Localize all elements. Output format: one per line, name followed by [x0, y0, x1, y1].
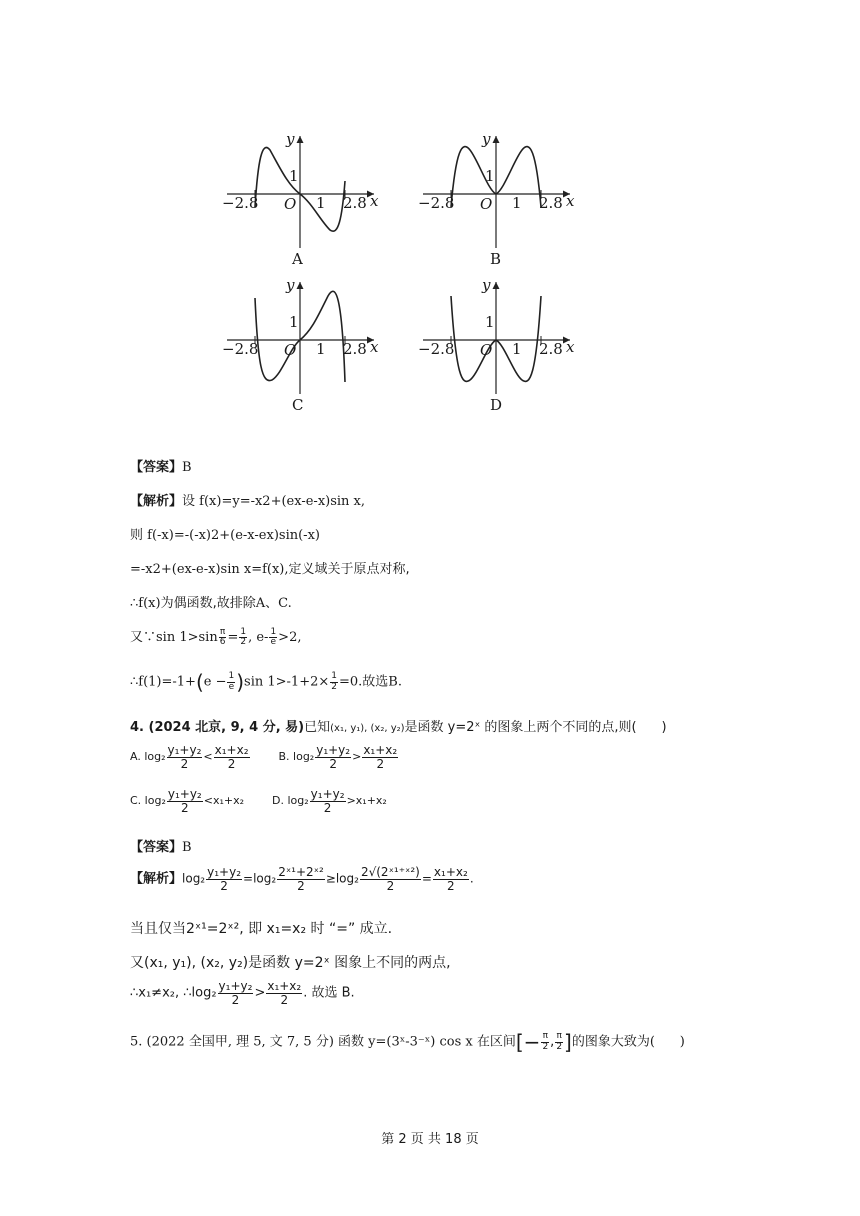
graph-c-plot: [222, 276, 402, 396]
q3-line5-frac2: $\frac{1}{2}$: [240, 626, 247, 647]
q3-line6-paren: e −: [203, 674, 227, 690]
q3-line5-c: >2,: [278, 630, 302, 645]
graph-b-tick-neg: −2.8: [418, 194, 455, 212]
q3-line5-frac3: $\frac{1}{e}$: [270, 626, 277, 647]
q3-analysis-line-4: [130, 592, 292, 611]
q3-analysis-line-2: [130, 524, 320, 543]
q4-analysis-line-3: 又(x₁, y₁), (x₂, y₂)是函数 y=2ˣ 图象上不同的两点,: [130, 955, 451, 971]
q3-line6-a: ∴f(1)=-1+: [130, 674, 196, 690]
graph-a: [222, 130, 402, 250]
q4-option-d: D. log₂ $\frac{\text{y₁+y₂}}{2}$ >x₁+x₂: [272, 787, 387, 815]
q4-option-a: A. log₂ $\frac{\text{y₁+y₂}}{2}$ < $\frac{\text{x₁+x₂}}{2}$: [130, 743, 249, 771]
q3-line4-a: ∴f(x): [130, 596, 161, 611]
q3-line6-frac2: $\frac{1}{2}$: [331, 671, 337, 692]
q3-analysis-line-3: [130, 558, 410, 577]
graph-c-origin: O: [284, 341, 297, 359]
q5-stem: 5. (2022 全国甲, 理 5, 文 7, 5 分) 函数 y=(3ˣ-3⁻ˣ) cos x 在区间[− $\frac{\pi}{2}$ , $\frac{\pi}{2}$ ]的图象大致为( ): [130, 1030, 685, 1054]
q3-line5-b: , e-: [248, 630, 269, 645]
graph-b-y-tick: 1: [485, 167, 495, 185]
q4-answer-tag: 【答案】: [130, 840, 183, 855]
graph-b-caption: B: [490, 250, 502, 268]
q4-answer-value: B: [182, 840, 192, 855]
q3-line3-b: 定义域关于原点对称,: [288, 562, 410, 577]
graph-d-y-label: y: [482, 276, 491, 294]
graph-d-tick-pos: 2.8: [539, 340, 563, 358]
q4-stem-d: ): [661, 720, 667, 735]
graph-a-plot: [222, 130, 402, 250]
graph-a-x-label: x: [370, 192, 379, 210]
graph-c-y-tick: 1: [289, 313, 299, 331]
graph-b-y-label: y: [482, 130, 491, 148]
q3-answer: [130, 456, 192, 475]
graph-b-origin: O: [480, 195, 493, 213]
q4-analysis-line-1: 【解析】log₂ $\frac{\text{y₁+y₂}}{2}$ =log₂ $\frac{\text{2ˣ¹+2ˣ²}}{2}$ ≥log₂ $\frac{\text{2√(2ˣ¹⁺ˣ²)}}{2}$ = $\frac{\text{x₁+x₂}}{2}$ .: [130, 865, 474, 893]
q4-source: 4. (2024 北京, 9, 4 分, 易): [130, 720, 305, 735]
q4-options-row-1: [130, 744, 399, 770]
graph-b-plot: [418, 130, 598, 250]
q4-analysis-tag: 【解析】: [130, 871, 183, 887]
graph-a-caption: A: [292, 250, 303, 268]
graph-d-tick-neg: −2.8: [418, 340, 455, 358]
graph-c-y-label: y: [286, 276, 295, 294]
q3-line4-b: 为偶函数,故排除: [160, 596, 256, 611]
graph-a-y-label: y: [286, 130, 295, 148]
q3-line2-a: 则: [130, 528, 144, 543]
graph-d-y-tick: 1: [485, 313, 495, 331]
graph-a-origin: O: [284, 195, 297, 213]
q3-line5-mid: =: [227, 630, 239, 645]
graph-b: [418, 130, 598, 250]
q4-stem: [130, 716, 667, 735]
q3-line1-a: 设: [182, 494, 196, 509]
q3-line6-b: sin 1>-1+2×: [244, 674, 330, 690]
q3-line5-frac1: $\frac{\pi}{6}$: [219, 626, 226, 647]
q4-analysis-line-4: ∴x₁≠x₂, ∴log₂ $\frac{\text{y₁+y₂}}{2}$ > $\frac{\text{x₁+x₂}}{2}$ . 故选 B.: [130, 979, 355, 1007]
graph-a-tick-pos: 2.8: [343, 194, 367, 212]
q4-analysis-line-2: 当且仅当2ˣ¹=2ˣ², 即 x₁=x₂ 时 “=” 成立.: [130, 921, 393, 937]
graph-a-tick-neg: −2.8: [222, 194, 259, 212]
page-footer: 第 2 页 共 18 页: [381, 1132, 479, 1147]
graph-c-tick-neg: −2.8: [222, 340, 259, 358]
q3-line6-frac1: $\frac{1}{e}$: [228, 671, 235, 692]
q4-stem-b: 已知: [304, 720, 331, 735]
q3-line4-c: A、C.: [255, 596, 292, 611]
graph-d-plot: [418, 276, 598, 396]
graph-d-x-label: x: [566, 338, 575, 356]
q3-answer-value: B: [182, 460, 192, 475]
q4-stem-c: 是函数 y=2ˣ 的图象上两个不同的点,则(: [404, 720, 637, 735]
graph-b-tick-pos: 2.8: [539, 194, 563, 212]
graph-c-caption: C: [292, 396, 304, 414]
graph-d-caption: D: [490, 396, 503, 414]
q3-analysis-line-6: ∴f(1)=-1+(e − $\frac{1}{e}$ )sin 1>-1+2× $\frac{1}{2}$ =0.故选B.: [130, 670, 402, 694]
graph-c-x-label: x: [370, 338, 379, 356]
graph-c-tick-pos: 2.8: [343, 340, 367, 358]
graph-b-x-label: x: [566, 192, 575, 210]
q3-line5-a: 又∵sin 1>sin: [130, 630, 218, 645]
q4-points: (x₁, y₁), (x₂, y₂): [330, 723, 405, 734]
q4-option-b: B. log₂ $\frac{\text{y₁+y₂}}{2}$ > $\frac{\text{x₁+x₂}}{2}$: [278, 743, 398, 771]
q3-answer-tag: 【答案】: [130, 460, 183, 475]
q3-analysis-line-5: [130, 626, 301, 647]
q3-line1-b: f(x)=y=-x2+(ex-e-x)sin x,: [199, 494, 366, 509]
q3-line6-c: =0.: [338, 674, 363, 690]
graph-d-tick-one: 1: [512, 340, 522, 358]
q4-answer: [130, 836, 192, 855]
graph-c-tick-one: 1: [316, 340, 326, 358]
q3-line6-e: B.: [388, 674, 402, 690]
graph-a-y-tick: 1: [289, 167, 299, 185]
graph-a-tick-one: 1: [316, 194, 326, 212]
q3-line2-b: f(-x)=-(-x)2+(e-x-ex)sin(-x): [147, 528, 320, 543]
q4-options-row-2: [130, 788, 387, 814]
q3-line3-a: =-x2+(ex-e-x)sin x=f(x),: [130, 562, 289, 577]
graph-d-origin: O: [480, 341, 493, 359]
q3-analysis-line-1: [130, 490, 365, 509]
graph-b-tick-one: 1: [512, 194, 522, 212]
q3-analysis-tag: 【解析】: [130, 494, 183, 509]
q3-line6-d: 故选: [362, 674, 389, 690]
q4-option-c: C. log₂ $\frac{\text{y₁+y₂}}{2}$ <x₁+x₂: [130, 787, 245, 815]
graph-c: [222, 276, 402, 396]
graph-d: [418, 276, 598, 396]
